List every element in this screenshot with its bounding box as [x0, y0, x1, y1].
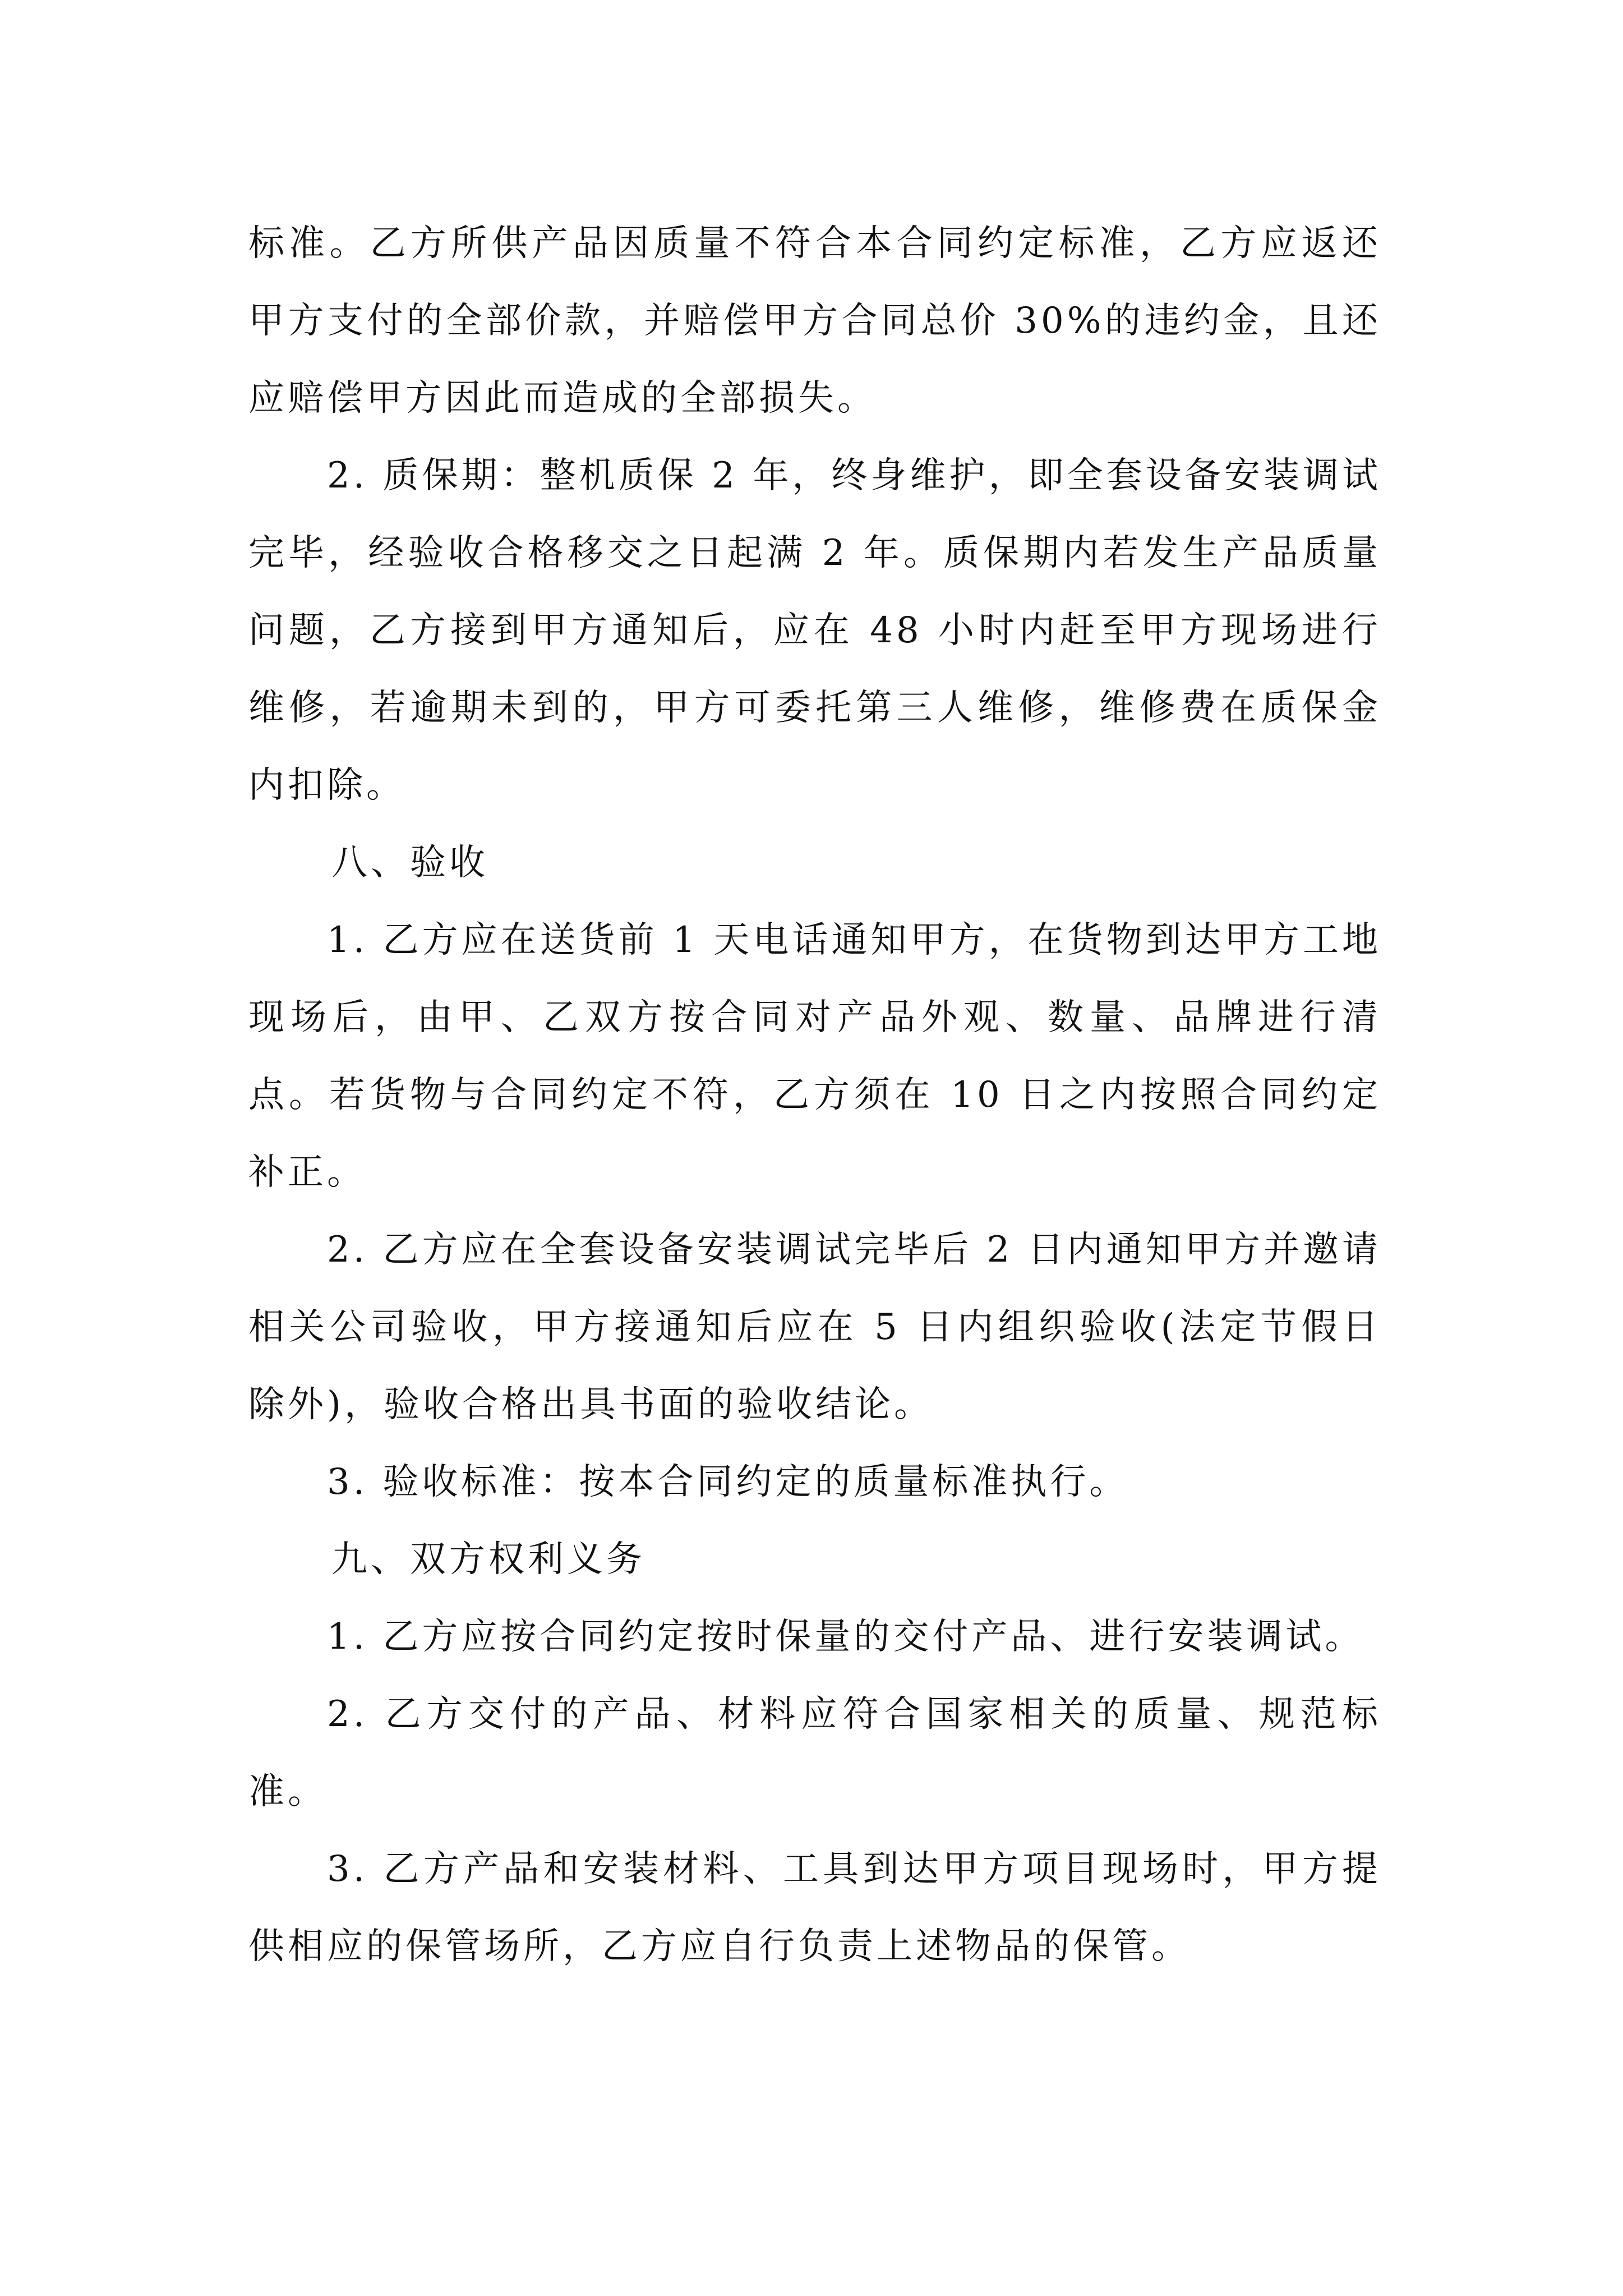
paragraph-warranty-period: 2. 质保期：整机质保 2 年，终身维护，即全套设备安装调试完毕，经验收合格移交之日起满 2 年。质保期内若发生产品质量问题，乙方接到甲方通知后，应在 48 小时内赶至甲方现场进行维修，若逾期未到的，甲方可委托第三人维修，维修费在质保金内扣除。	[248, 455, 1381, 806]
paragraph-quality-standard-continuation: 标准。乙方所供产品因质量不符合本合同约定标准，乙方应返还甲方支付的全部价款，并赔偿甲方合同总价 30%的违约金，且还应赔偿甲方因此而造成的全部损失。	[248, 223, 1381, 419]
paragraph-acceptance-item-3: 3. 验收标准：按本合同约定的质量标准执行。	[327, 1461, 1129, 1503]
paragraph-rights-item-3: 3. 乙方产品和安装材料、工具到达甲方项目现场时，甲方提供相应的保管场所，乙方应自行负责上述物品的保管。	[248, 1848, 1381, 1967]
document-body	[248, 205, 1381, 1985]
section-heading-acceptance: 八、验收	[331, 842, 488, 884]
paragraph-rights-item-2: 2. 乙方交付的产品、材料应符合国家相关的质量、规范标准。	[248, 1694, 1381, 1812]
paragraph-acceptance-item-1: 1. 乙方应在送货前 1 天电话通知甲方，在货物到达甲方工地现场后，由甲、乙双方按合同对产品外观、数量、品牌进行清点。若货物与合同约定不符，乙方须在 10 日之内按照合同约定补正。	[248, 919, 1381, 1193]
paragraph-rights-item-1: 1. 乙方应按合同约定按时保量的交付产品、进行安装调试。	[327, 1616, 1364, 1658]
section-heading-rights-obligations: 九、双方权利义务	[331, 1539, 645, 1580]
paragraph-acceptance-item-2: 2. 乙方应在全套设备安装调试完毕后 2 日内通知甲方并邀请相关公司验收，甲方接通知后应在 5 日内组织验收(法定节假日除外)，验收合格出具书面的验收结论。	[248, 1229, 1381, 1425]
